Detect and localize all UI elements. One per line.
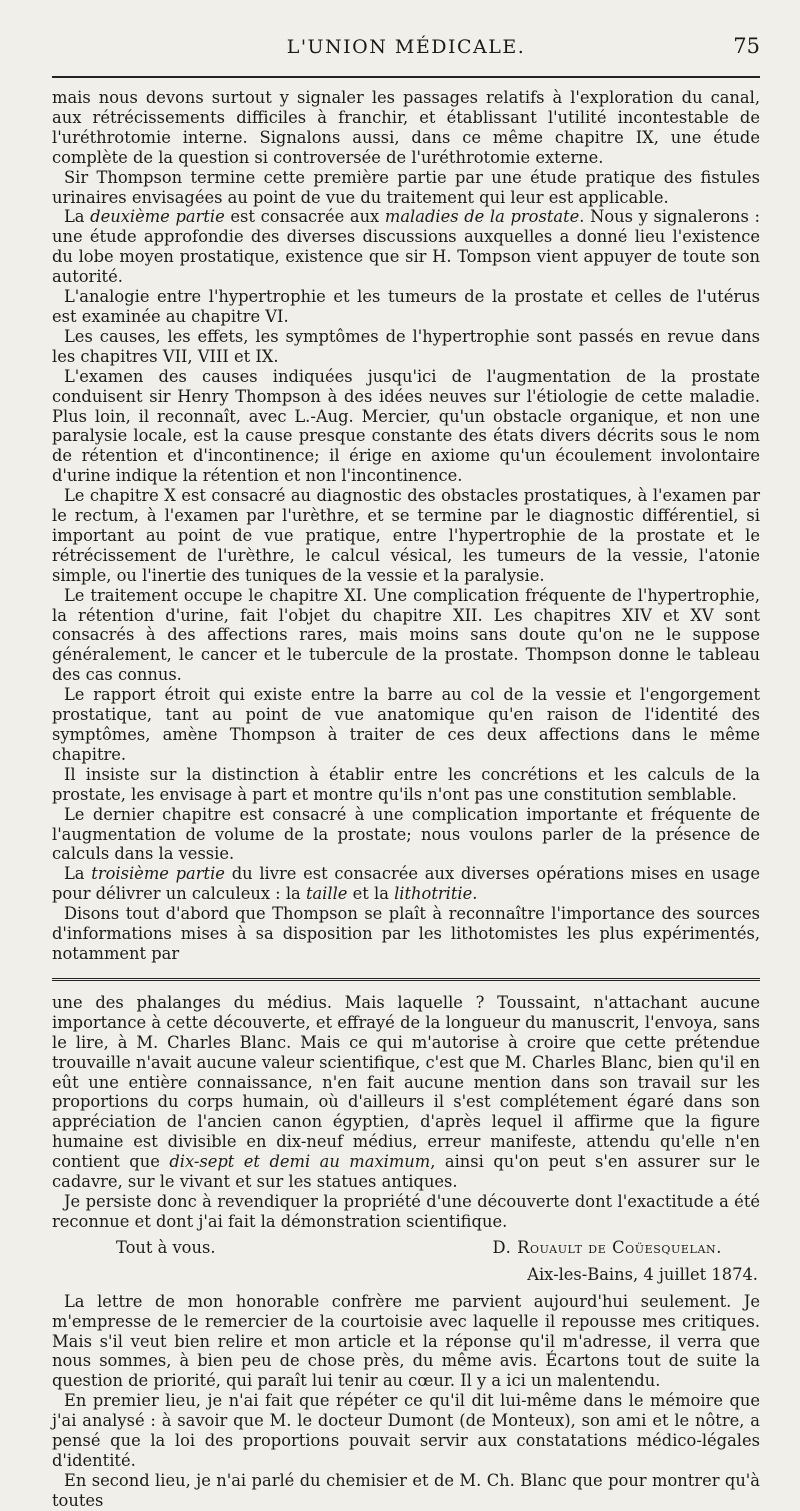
text-run: et la: [347, 884, 395, 904]
italic-text: troisième partie: [91, 864, 225, 884]
article-lower: [52, 993, 760, 1232]
paragraph: L'examen des causes indiquées jusqu'ici de l'augmentation de la prostate conduisent sir Henry Thompson à des idées neuves sur l'étiologie de cette maladie. Plus loin, il reconnaît, avec L.-Aug. Mercier, qu'un obstacle organique, et non une paralysie locale, est la cause presque constante des états divers décrits sous le nom de rétention et d'incontinence; il érige en axiome qu'un écoulement involontaire d'urine indique la rétention et non l'incontinence.: [52, 366, 760, 486]
paragraph: Les causes, les effets, les symptômes de l'hypertrophie sont passés en revue dans les chapitres VII, VIII et IX.: [52, 326, 760, 366]
text-run: une des phalanges du médius. Mais laquelle ? Toussaint, n'attachant aucune importance à cette découverte, et effrayé de la longueur du manuscrit, l'envoya, sans le lire, à M. Charles Blanc. Mais ce qui m'autorise à croire que cette prétendue trouvaille n'avait aucune valeur scientifique, c'est que M. Charles Blanc, bien qu'il en eût une entière connaissance, n'en fait aucune mention dans son travail sur les proportions du corps humain, où d'ailleurs il s'est complétement égaré dans son appréciation de l'ancien canon égyptien, d'après lequel il affirme que la figure humaine est divisible en dix-neuf médius, erreur manifeste, attendu qu'elle n'en contient que: [52, 992, 760, 1172]
text-run: La: [64, 864, 92, 884]
italic-text: taille: [305, 884, 348, 904]
italic-text: lithotritie: [394, 884, 473, 904]
paragraph: [52, 993, 760, 1192]
header-rule: [52, 76, 760, 78]
page-number: 75: [733, 34, 760, 58]
place-date: Aix-les-Bains, 4 juillet 1874.: [527, 1264, 758, 1284]
italic-text: maladies de la prostate: [384, 207, 580, 227]
text-run: du livre est consacrée aux diverses opérations mises en usage pour délivrer un calculeux : la: [52, 864, 760, 904]
paragraph: [52, 864, 760, 904]
running-title: L'UNION MÉDICALE.: [286, 36, 526, 58]
paragraph: En premier lieu, je n'ai fait que répéter ce qu'il dit lui-même dans le mémoire que j'ai analysé : à savoir que M. le docteur Dumont (de Monteux), son ami et le nôtre, a pensé que la loi des proportions pouvait servir aux constatations médico-légales d'identité.: [52, 1391, 760, 1470]
paragraph: [52, 207, 760, 287]
section-divider: [52, 978, 760, 981]
text-run: , ainsi qu'on peut s'en assurer sur le cadavre, sur le vivant et sur les statues antiques.: [52, 1152, 761, 1192]
paragraph: Le rapport étroit qui existe entre la barre au col de la vessie et l'engorgement prostatique, tant au point de vue anatomique qu'en raison de l'identité des symptômes, amène Thompson à traiter de ces deux affections dans le même chapitre.: [52, 685, 760, 764]
paragraph: Le traitement occupe le chapitre XI. Une complication fréquente de l'hypertrophie, la rétention d'urine, fait l'objet du chapitre XII. Les chapitres XIV et XV sont consacrés à des affections rares, mais moins sans doute qu'on ne le suppose généralement, le cancer et le tubercule de la prostate. Thompson donne le tableau des cas connus.: [52, 585, 760, 685]
paragraph: Le dernier chapitre est consacré à une complication importante et fréquente de l'augmentation de volume de la prostate; nous voulons parler de la présence de calculs dans la vessie.: [52, 804, 760, 864]
paragraph: Disons tout d'abord que Thompson se plaît à reconnaître l'importance des sources d'informations mises à sa disposition par les lithotomistes les plus expérimentés, notamment par: [52, 904, 760, 963]
paragraph: mais nous devons surtout y signaler les passages relatifs à l'exploration du canal, aux rétrécissements difficiles à franchir, et établissant l'utilité incontestable de l'uréthrotomie interne. Signalons aussi, dans ce même chapitre IX, une étude complète de la question si controversée de l'uréthrotomie externe.: [52, 88, 760, 167]
closing: Tout à vous.: [116, 1237, 216, 1257]
paragraph: Le chapitre X est consacré au diagnostic des obstacles prostatiques, à l'examen par le rectum, à l'examen par l'urèthre, et se termine par le diagnostic différentiel, si important au point de vue pratique, entre l'hypertrophie de la prostate et le rétrécissement de l'urèthre, le calcul vésical, les tumeurs de la vessie, l'atonie simple, ou l'inertie des tuniques de la vessie et la paralysie.: [52, 486, 760, 585]
paragraph: Il insiste sur la distinction à établir entre les concrétions et les calculs de la prostate, les envisage à part et montre qu'ils n'ont pas une constitution semblable.: [52, 764, 760, 804]
text-run: . Nous y signalerons : une étude approfondie des diverses discussions auxquelles a donné lieu l'existence du lobe moyen prostatique, existence que sir H. Tompson vient appuyer de toute son autorité.: [52, 207, 761, 287]
signature-line: [52, 1238, 760, 1258]
article-upper: [52, 88, 760, 964]
paragraph: Je persiste donc à revendiquer la propriété d'une découverte dont l'exactitude a été reconnue et dont j'ai fait la démonstration scientifique.: [52, 1191, 760, 1231]
text-run: .: [472, 884, 478, 904]
paragraph: En second lieu, je n'ai parlé du chemisier et de M. Ch. Blanc que pour montrer qu'à toutes: [52, 1470, 760, 1510]
italic-text: deuxième partie: [90, 207, 225, 227]
text-run: est consacrée aux: [224, 207, 385, 227]
text-run: La: [64, 207, 91, 227]
paragraph: Sir Thompson termine cette première partie par une étude pratique des fistules urinaires envisagées au point de vue du traitement qui leur est applicable.: [52, 167, 760, 207]
author-name: D. Rouault de Coüesquelan.: [492, 1237, 722, 1257]
page-header: [52, 22, 760, 62]
paragraph: La lettre de mon honorable confrère me parvient aujourd'hui seulement. Je m'empresse de le remercier de la courtoisie avec laquelle il repousse mes critiques. Mais s'il veut bien relire et mon article et la réponse qu'il m'adresse, il verra que nous sommes, à bien peu de chose près, du même avis. Écartons tout de suite la question de priorité, qui paraît lui tenir au cœur. Il y a ici un malentendu.: [52, 1291, 760, 1391]
italic-text: dix-sept et demi au maximum: [169, 1152, 431, 1172]
paragraph: L'analogie entre l'hypertrophie et les tumeurs de la prostate et celles de l'utérus est examinée au chapitre VI.: [52, 287, 760, 326]
reply-text: [52, 1292, 760, 1511]
